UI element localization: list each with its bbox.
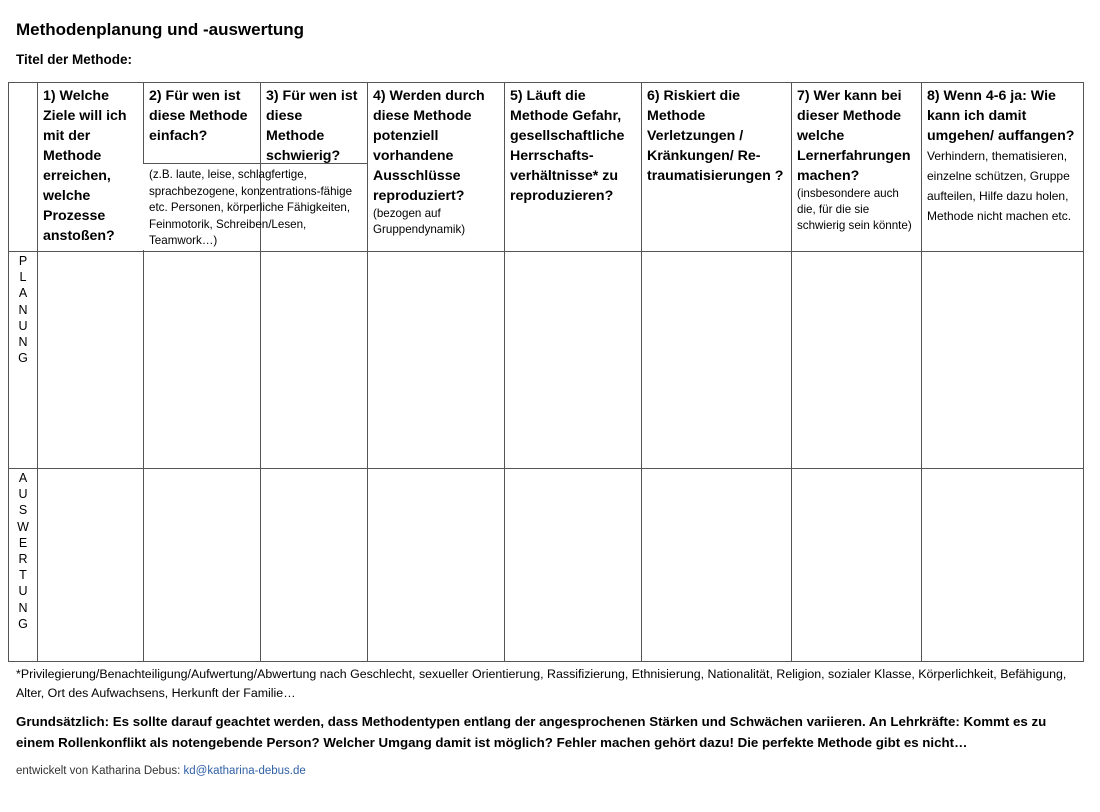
- column-header-3: 3) Für wen ist diese Methode schwierig?: [266, 88, 358, 164]
- row-label-planung: P L A N U N G: [18, 254, 28, 366]
- credit-text: entwickelt von Katharina Debus:: [16, 765, 181, 777]
- column-header-4: 4) Werden durch diese Methode potenziell vorhandene Ausschlüsse reproduziert? (bezogen auf Gruppendynamik): [373, 88, 485, 236]
- author-email-link[interactable]: kd@katharina-debus.de: [183, 765, 306, 777]
- column-header-1: 1) Welche Ziele will ich mit der Methode erreichen, welche Prozesse anstoßen?: [43, 88, 127, 244]
- column-header-7: 7) Wer kann bei dieser Methode welche Lernerfahrungen machen? (insbesondere auch die, für die sie schwierig sein könnte): [797, 88, 912, 232]
- row-label-auswertung: A U S W E R T U N G: [17, 471, 29, 631]
- column-header-5: 5) Läuft die Methode Gefahr, gesellschaftliche Herrschafts-verhältnisse* zu reproduzieren?: [510, 88, 625, 204]
- column-header-6: 6) Riskiert die Methode Verletzungen / Kränkungen/ Re-traumatisierungen ?: [647, 88, 784, 184]
- principle-note: Grundsätzlich: Es sollte darauf geachtet werden, dass Methodentypen entlang der angesprochenen Stärken und Schwächen variieren. An Lehrkräfte: Kommt es zu einem Rollenkonflikt als notengebende Person? Welcher Umgang damit ist möglich? Fehler machen gehört dazu! Die perfekte Methode gibt es nicht…: [16, 714, 1047, 750]
- page-title: Methodenplanung und -auswertung: [16, 20, 305, 39]
- method-title-label: Titel der Methode:: [16, 52, 133, 67]
- column-header-8: 8) Wenn 4-6 ja: Wie kann ich damit umgehen/ auffangen? Verhindern, thematisieren, einzelne schützen, Gruppe aufteilen, Hilfe dazu holen, Methode nicht machen etc.: [927, 88, 1075, 223]
- shared-note-columns-2-3: (z.B. laute, leise, schlagfertige, sprachbezogene, konzentrations-fähige etc. Personen, körperliche Fähigkeiten, Feinmotorik, Schreiben/Lesen, Teamwork…): [149, 168, 353, 247]
- row-divider: [9, 468, 1083, 469]
- credit-line: [16, 765, 306, 777]
- method-planning-table: [8, 82, 1084, 662]
- footnote: *Privilegierung/Benachteiligung/Aufwertung/Abwertung nach Geschlecht, sexueller Orientierung, Rassifizierung, Ethnisierung, Nationalität, Religion, sozialer Klasse, Körperlichkeit, Befähigung, Alter, Ort des Aufwachsens, Herkunft der Familie…: [16, 667, 1067, 700]
- column-header-2: 2) Für wen ist diese Methode einfach?: [149, 88, 248, 144]
